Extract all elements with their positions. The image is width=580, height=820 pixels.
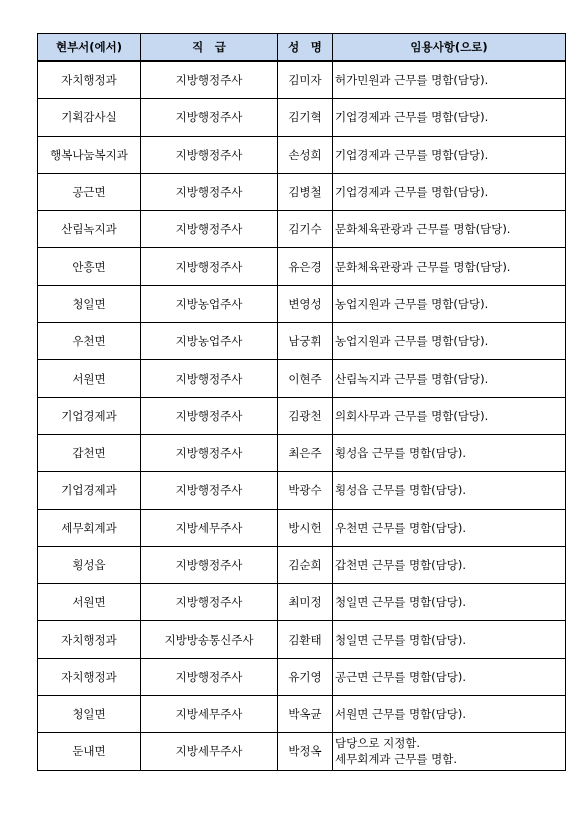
cell-name: 김기혁	[278, 99, 333, 136]
appointment-line: 청일면 근무를 명함(담당).	[335, 595, 467, 610]
cell-name: 방시헌	[278, 509, 333, 546]
appointment-line: 세무회계과 근무를 명함.	[335, 752, 458, 767]
cell-name: 박광수	[278, 472, 333, 509]
cell-appointment	[333, 509, 566, 546]
appointment-line: 기업경제과 근무를 명함(담당).	[335, 147, 489, 162]
appointment-line: 허가민원과 근무를 명함(담당).	[335, 73, 489, 88]
cell-name: 김기수	[278, 211, 333, 248]
cell-name: 변영성	[278, 285, 333, 322]
cell-current-dept: 자치행정과	[38, 658, 141, 695]
cell-current-dept: 갑천면	[38, 434, 141, 471]
cell-appointment	[333, 285, 566, 322]
appointment-line: 문화체육관광과 근무를 명함(담당).	[335, 222, 511, 237]
cell-appointment	[333, 546, 566, 583]
cell-grade: 지방행정주사	[141, 99, 278, 136]
cell-current-dept: 우천면	[38, 323, 141, 360]
cell-grade: 지방행정주사	[141, 472, 278, 509]
cell-grade: 지방세무주사	[141, 509, 278, 546]
personnel-table	[37, 33, 566, 771]
appointment-line: 횡성읍 근무를 명함(담당).	[335, 483, 467, 498]
header-name: 성 명	[278, 34, 333, 62]
table-row	[38, 360, 566, 397]
table-row	[38, 472, 566, 509]
table-body	[38, 61, 566, 770]
cell-current-dept: 청일면	[38, 285, 141, 322]
cell-appointment	[333, 621, 566, 658]
cell-current-dept: 공근면	[38, 173, 141, 210]
appointment-line: 청일면 근무를 명함(담당).	[335, 632, 467, 647]
table-row	[38, 136, 566, 173]
cell-name: 박정옥	[278, 733, 333, 770]
table-row	[38, 733, 566, 770]
appointment-line: 담당으로 지정함.	[335, 736, 421, 751]
cell-grade: 지방행정주사	[141, 360, 278, 397]
cell-current-dept: 행복나눔복지과	[38, 136, 141, 173]
cell-appointment	[333, 434, 566, 471]
appointment-line: 우천면 근무를 명함(담당).	[335, 520, 467, 535]
cell-grade: 지방행정주사	[141, 546, 278, 583]
table-row	[38, 621, 566, 658]
appointment-line: 기업경제과 근무를 명함(담당).	[335, 110, 489, 125]
cell-current-dept: 횡성읍	[38, 546, 141, 583]
cell-appointment	[333, 658, 566, 695]
cell-grade: 지방행정주사	[141, 211, 278, 248]
cell-grade: 지방농업주사	[141, 323, 278, 360]
cell-current-dept: 자치행정과	[38, 61, 141, 99]
table-row	[38, 248, 566, 285]
cell-grade: 지방행정주사	[141, 61, 278, 99]
table-row	[38, 397, 566, 434]
cell-grade: 지방행정주사	[141, 434, 278, 471]
table-row	[38, 99, 566, 136]
appointment-line: 의회사무과 근무를 명함(담당).	[335, 408, 489, 423]
appointment-line: 농업지원과 근무를 명함(담당).	[335, 296, 489, 311]
cell-current-dept: 자치행정과	[38, 621, 141, 658]
cell-current-dept: 세무회계과	[38, 509, 141, 546]
cell-grade: 지방방송통신주사	[141, 621, 278, 658]
cell-name: 김광천	[278, 397, 333, 434]
cell-grade: 지방행정주사	[141, 248, 278, 285]
cell-appointment	[333, 360, 566, 397]
cell-current-dept: 기업경제과	[38, 472, 141, 509]
cell-grade: 지방농업주사	[141, 285, 278, 322]
cell-current-dept: 기업경제과	[38, 397, 141, 434]
cell-appointment	[333, 472, 566, 509]
appointment-line: 갑천면 근무를 명함(담당).	[335, 558, 467, 572]
appointment-line: 공근면 근무를 명함(담당).	[335, 669, 467, 684]
cell-current-dept: 청일면	[38, 696, 141, 733]
table-row	[38, 285, 566, 322]
table-row	[38, 211, 566, 248]
cell-appointment	[333, 173, 566, 210]
cell-name: 최미정	[278, 584, 333, 621]
cell-grade: 지방행정주사	[141, 397, 278, 434]
table-row	[38, 658, 566, 695]
cell-current-dept: 둔내면	[38, 733, 141, 770]
cell-grade: 지방행정주사	[141, 173, 278, 210]
header-appointment: 임용사항(으로)	[333, 34, 566, 62]
cell-name: 박옥균	[278, 696, 333, 733]
cell-appointment	[333, 397, 566, 434]
cell-appointment	[333, 99, 566, 136]
appointment-line: 산림녹지과 근무를 명함(담당).	[335, 371, 489, 386]
cell-name: 남궁휘	[278, 323, 333, 360]
cell-appointment	[333, 323, 566, 360]
cell-name: 김환태	[278, 621, 333, 658]
header-grade: 직 급	[141, 34, 278, 62]
header-row	[38, 34, 566, 62]
cell-name: 김병철	[278, 173, 333, 210]
cell-current-dept: 서원면	[38, 360, 141, 397]
cell-name: 김순희	[278, 546, 333, 583]
cell-appointment	[333, 248, 566, 285]
cell-appointment	[333, 584, 566, 621]
table-row	[38, 173, 566, 210]
table-row	[38, 584, 566, 621]
cell-name: 최은주	[278, 434, 333, 471]
header-current-dept: 현부서(에서)	[38, 34, 141, 62]
cell-appointment	[333, 211, 566, 248]
appointment-line: 서원면 근무를 명함(담당).	[335, 707, 467, 722]
table-row	[38, 323, 566, 360]
table-row	[38, 546, 566, 583]
cell-current-dept: 안흥면	[38, 248, 141, 285]
cell-name: 손성희	[278, 136, 333, 173]
appointment-line: 기업경제과 근무를 명함(담당).	[335, 185, 489, 200]
cell-appointment	[333, 136, 566, 173]
appointment-line: 농업지원과 근무를 명함(담당).	[335, 334, 489, 349]
cell-grade: 지방행정주사	[141, 658, 278, 695]
cell-name: 이현주	[278, 360, 333, 397]
cell-grade: 지방세무주사	[141, 696, 278, 733]
cell-name: 유은경	[278, 248, 333, 285]
cell-appointment	[333, 61, 566, 99]
appointment-line: 횡성읍 근무를 명함(담당).	[335, 446, 467, 461]
table-row	[38, 434, 566, 471]
cell-appointment	[333, 696, 566, 733]
appointment-line: 문화체육관광과 근무를 명함(담당).	[335, 259, 511, 274]
cell-current-dept: 서원면	[38, 584, 141, 621]
cell-current-dept: 기획감사실	[38, 99, 141, 136]
table-row	[38, 696, 566, 733]
table-row	[38, 509, 566, 546]
cell-grade: 지방행정주사	[141, 136, 278, 173]
cell-name: 유기영	[278, 658, 333, 695]
table-row	[38, 61, 566, 99]
cell-grade: 지방세무주사	[141, 733, 278, 770]
cell-grade: 지방행정주사	[141, 584, 278, 621]
cell-appointment	[333, 733, 566, 770]
cell-name: 김미자	[278, 61, 333, 99]
cell-current-dept: 산림녹지과	[38, 211, 141, 248]
